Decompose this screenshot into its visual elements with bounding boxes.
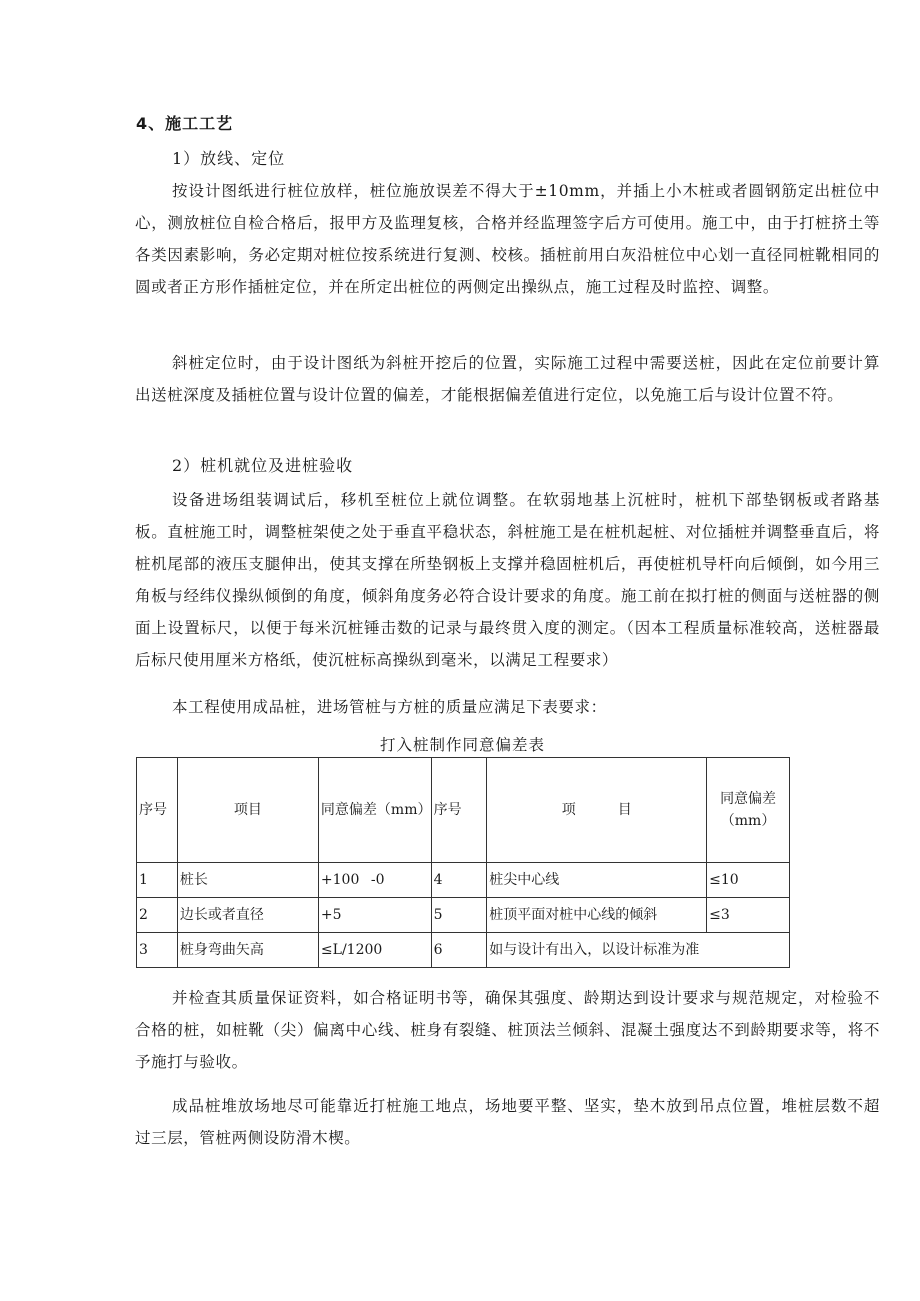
cell-deviation-2: ≤3 (707, 898, 790, 933)
cell-seq-2: 5 (431, 898, 487, 933)
paragraph-finished-piles: 本工程使用成品桩，进场管桩与方桩的质量应满足下表要求： (172, 698, 607, 716)
header-seq-2: 序号 (431, 758, 487, 863)
cell-seq: 2 (137, 898, 178, 933)
tolerance-plus: +100 (320, 872, 360, 888)
cell-seq-2: 4 (431, 863, 487, 898)
cell-deviation-2: ≤10 (707, 863, 790, 898)
cell-item: 桩身弯曲矢高 (177, 933, 318, 968)
tolerance-plus: +5 (320, 907, 342, 923)
header-deviation: 同意偏差（mm） (318, 758, 431, 863)
table-row (137, 898, 790, 933)
cell-seq: 1 (137, 863, 178, 898)
cell-item-2-merged: 如与设计有出入，以设计标准为准 (487, 933, 790, 968)
header-item: 项目 (177, 758, 318, 863)
cell-seq-2: 6 (431, 933, 487, 968)
cell-deviation (318, 898, 431, 933)
header-item-2: 项 目 (487, 758, 707, 863)
cell-deviation (318, 863, 431, 898)
cell-item: 边长或者直径 (177, 898, 318, 933)
subheading-pile-machine: 2）桩机就位及进桩验收 (172, 456, 354, 475)
paragraph-inclined-pile: 斜桩定位时，由于设计图纸为斜桩开挖后的位置，实际施工过程中需要送桩，因此在定位前要计算出送桩深度及插桩位置与设计位置的偏差，才能根据偏差值进行定位，以免施工后与设计位置不符。 (135, 354, 880, 404)
cell-item: 桩长 (177, 863, 318, 898)
subheading-layout-positioning: 1）放线、定位 (172, 149, 286, 168)
table-caption: 打入桩制作同意偏差表 (379, 736, 545, 754)
paragraph-storage: 成品桩堆放场地尽可能靠近打桩施工地点，场地要平整、坚实，垫木放到吊点位置，堆桩层数不超过三层，管桩两侧设防滑木楔。 (135, 1097, 880, 1147)
header-seq: 序号 (137, 758, 178, 863)
cell-deviation (318, 933, 431, 968)
cell-item-2: 桩顶平面对桩中心线的倾斜 (487, 898, 707, 933)
table-header-row (137, 758, 790, 863)
cell-item-2: 桩尖中心线 (487, 863, 707, 898)
tolerance-minus: -0 (370, 872, 385, 888)
paragraph-layout: 按设计图纸进行桩位放样，桩位施放误差不得大于±10mm，并插上小木桩或者圆钢筋定出桩位中心，测放桩位自检合格后，报甲方及监理复核，合格并经监理签字后方可使用。施工中，由于打桩挤土等各类因素影响，务必定期对桩位按系统进行复测、校核。插桩前用白灰沿桩位中心划一直径同桩靴相同的圆或者正方形作插桩定位，并在所定出桩位的两侧定出操纵点，施工过程及时监控、调整。 (135, 182, 880, 296)
paragraph-quality-check: 并检查其质量保证资料，如合格证明书等，确保其强度、龄期达到设计要求与规范规定，对检验不合格的桩，如桩靴（尖）偏离中心线、桩身有裂缝、桩顶法兰倾斜、混凝土强度达不到龄期要求等，将不予施打与验收。 (135, 989, 880, 1071)
section-heading: 4、施工工艺 (136, 114, 234, 133)
table-row (137, 863, 790, 898)
header-deviation-2: 同意偏差（mm） (707, 758, 790, 863)
paragraph-machine-setup: 设备进场组装调试后，移机至桩位上就位调整。在软弱地基上沉桩时，桩机下部垫钢板或者路基板。直桩施工时，调整桩架使之处于垂直平稳状态，斜桩施工是在桩机起桩、对位插桩并调整垂直后，将桩机尾部的液压支腿伸出，使其支撑在所垫钢板上支撑并稳固桩机后，再使桩机导杆向后倾倒，如今用三角板与经纬仪操纵倾倒的角度，倾斜角度务必符合设计要求的角度。施工前在拟打桩的侧面与送桩器的侧面上设置标尺，以便于每米沉桩锤击数的记录与最终贯入度的测定。（因本工程质量标准较高，送桩器最后标尺使用厘米方格纸，使沉桩标高操纵到毫米，以满足工程要求） (135, 491, 880, 669)
deviation-table (136, 757, 790, 968)
table-row (137, 933, 790, 968)
cell-seq: 3 (137, 933, 178, 968)
tolerance-plus: ≤L/1200 (320, 942, 383, 958)
